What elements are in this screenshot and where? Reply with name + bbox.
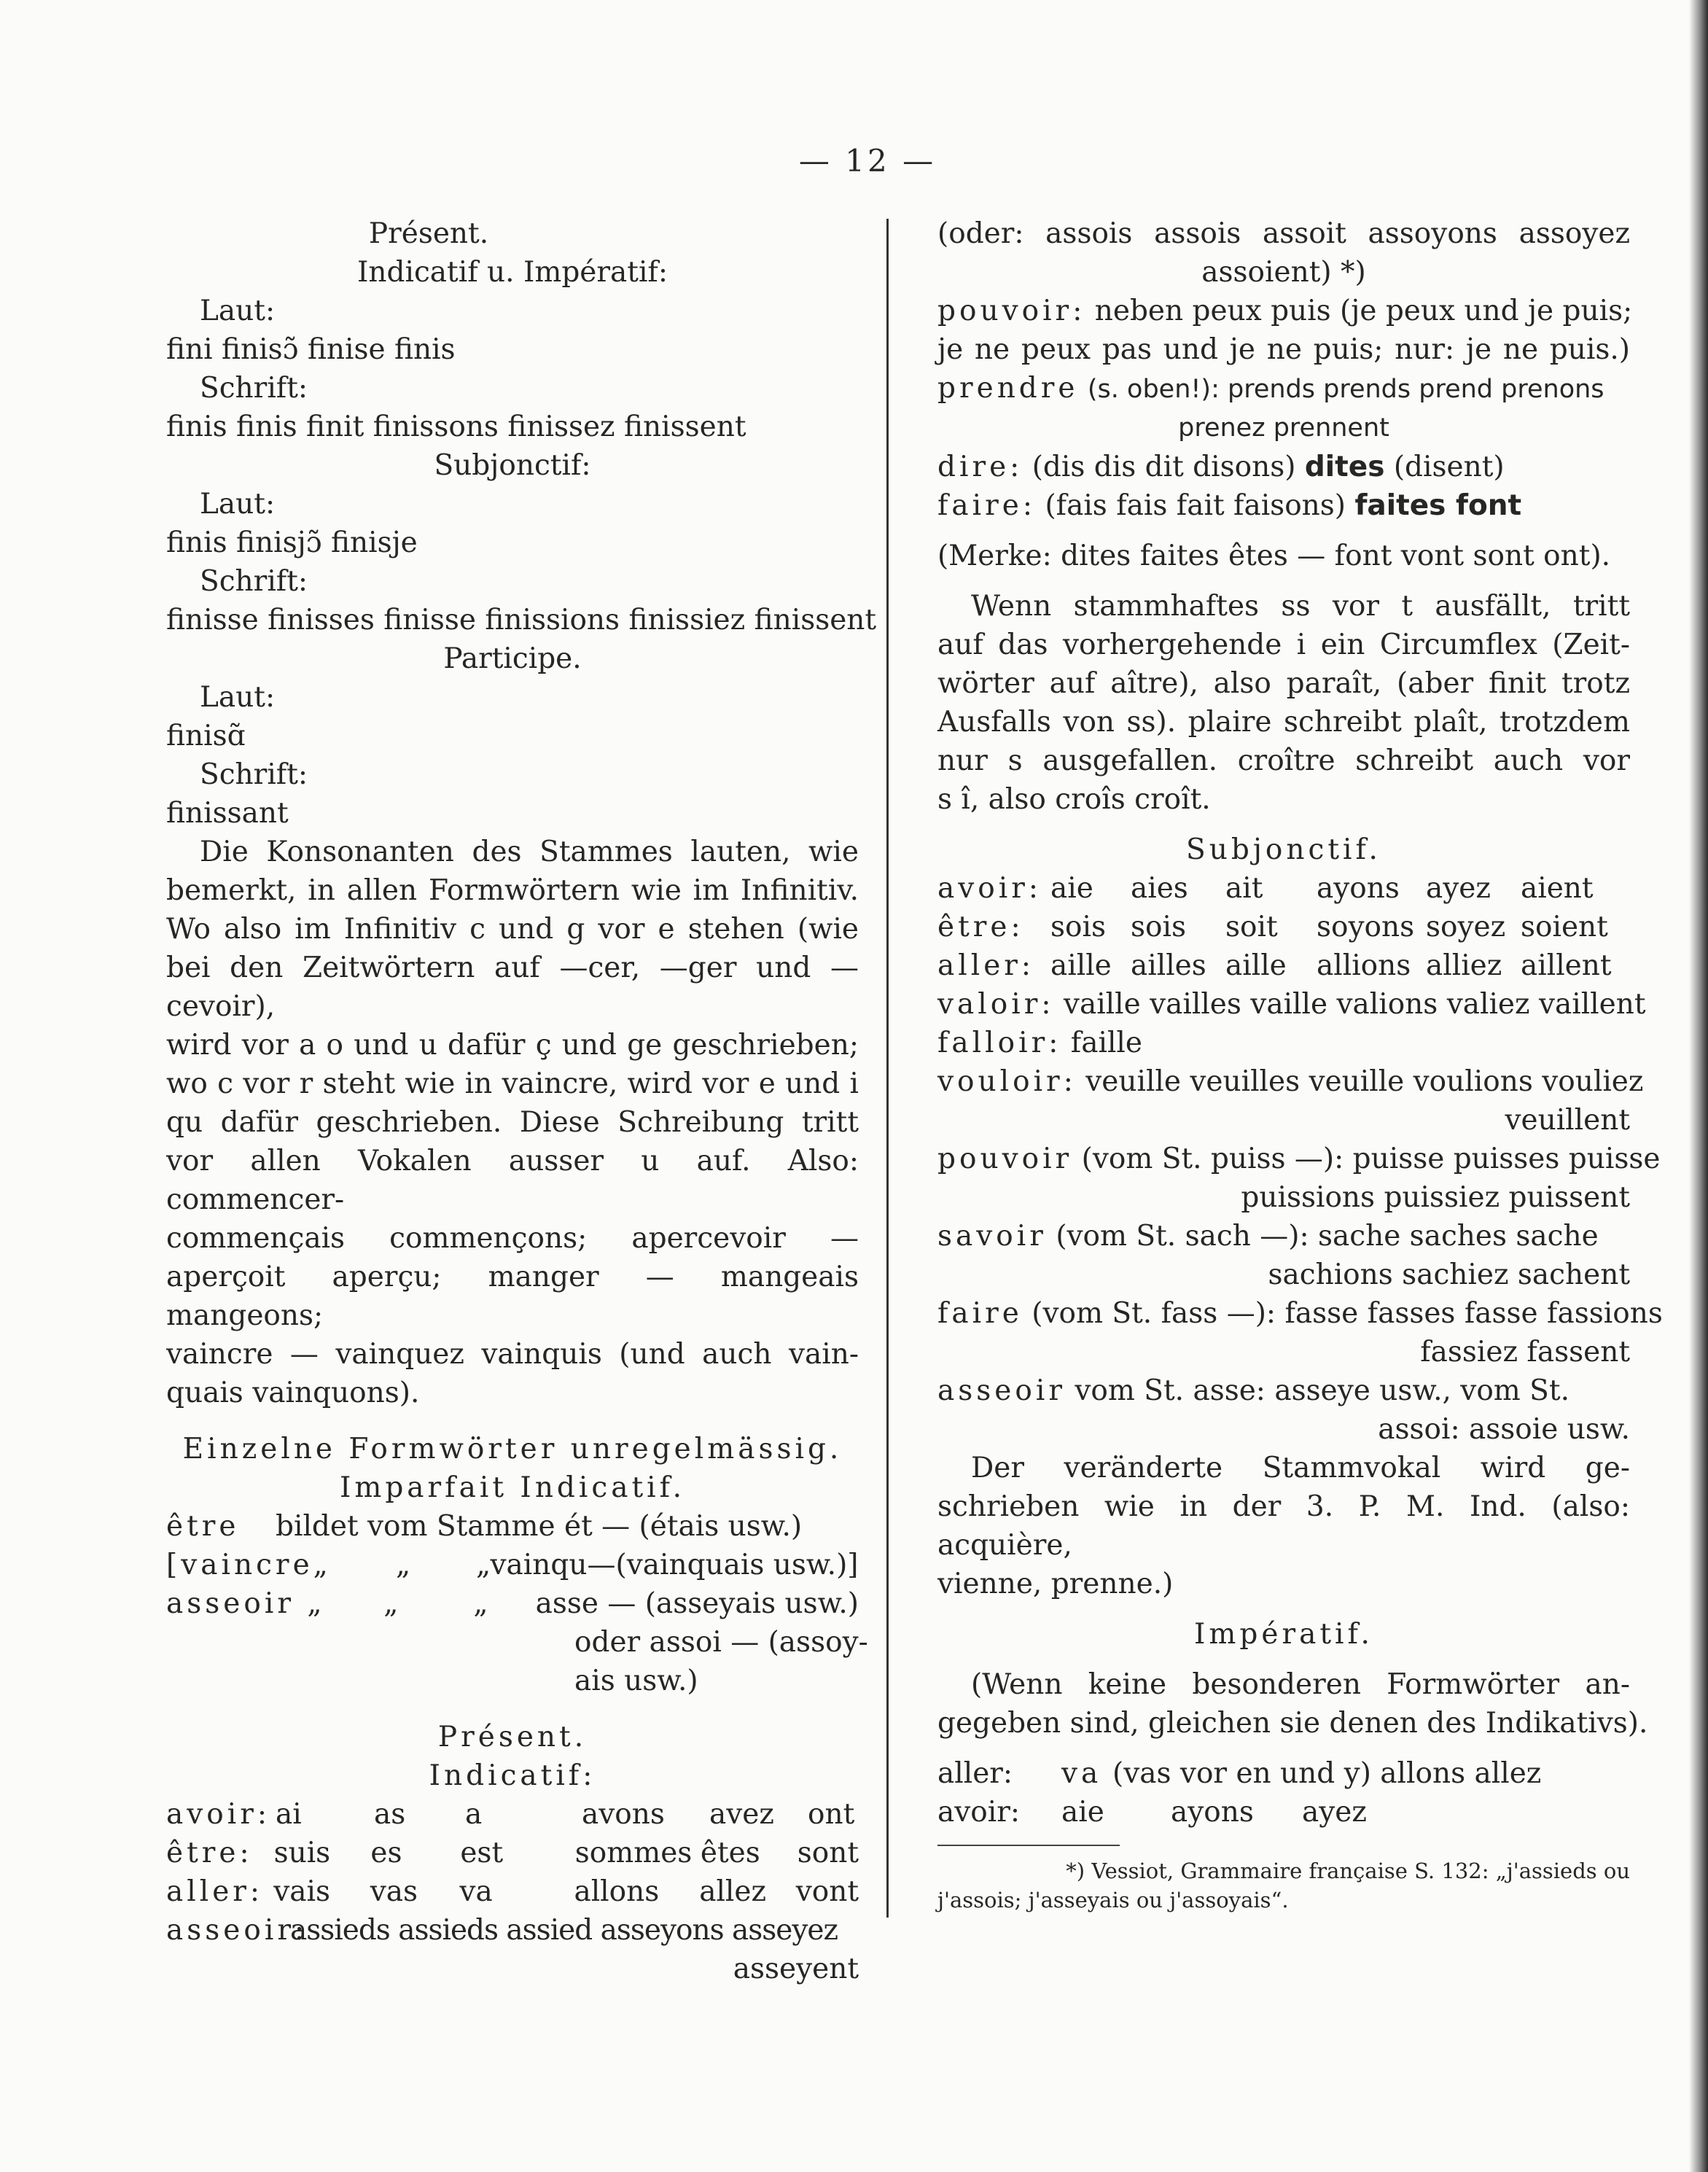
- text: neben peux puis (je peux und je puis;: [1094, 295, 1633, 327]
- oder-line: (oder: assois assois assoit assoyons assoyez: [937, 217, 1630, 250]
- form: va: [1061, 1757, 1102, 1790]
- verb: savoir: [937, 1220, 1047, 1253]
- form: allons: [574, 1875, 660, 1908]
- ditto-mark: „: [396, 1549, 411, 1581]
- form: ayons: [1171, 1796, 1254, 1829]
- footnote-rule: [937, 1845, 1120, 1846]
- form: soit: [1225, 911, 1278, 943]
- bold-form: dites: [1304, 451, 1385, 483]
- left-column: [166, 214, 877, 1988]
- verb: [vaincre„: [166, 1549, 332, 1581]
- form: aies: [1131, 872, 1188, 905]
- verb: prendre: [937, 372, 1079, 405]
- form: es: [370, 1837, 402, 1869]
- verb: dire:: [937, 451, 1023, 483]
- oder-line-cont: assoient) *): [1201, 256, 1366, 289]
- subj-row-etre: [937, 908, 1630, 946]
- footnote-line: j'assois; j'asseyais ou j'assoyais“.: [937, 1888, 1289, 1912]
- verb: être:: [166, 1837, 253, 1869]
- laut-forms: fini finisɔ̃ finise finis: [166, 333, 456, 366]
- verb: avoir:: [166, 1798, 271, 1831]
- verb: valoir:: [937, 988, 1055, 1021]
- paragraph-line: Wo also im Infinitiv c und g vor e stehen (wie: [166, 913, 859, 946]
- imperatif-heading: Impératif.: [1194, 1618, 1373, 1651]
- ditto-mark: „: [383, 1587, 399, 1620]
- form: sois: [1050, 911, 1106, 943]
- paragraph-line: qu dafür geschrieben. Diese Schreibung tritt: [166, 1106, 859, 1139]
- form: aie: [1050, 872, 1093, 905]
- conj-row-aller: [166, 1872, 859, 1911]
- imparfait-row-asseoir: [166, 1584, 859, 1623]
- laut-label: Laut:: [200, 681, 276, 714]
- verb: aller:: [937, 1757, 1013, 1790]
- column-divider: [886, 219, 889, 1918]
- form: vais: [273, 1875, 330, 1908]
- paragraph-line: commençais commençons; apercevoir —: [166, 1222, 859, 1255]
- form: êtes: [700, 1837, 760, 1869]
- text: faille: [1070, 1027, 1142, 1059]
- form: aient: [1521, 872, 1594, 905]
- form: ait: [1225, 872, 1263, 905]
- form: sont: [797, 1837, 859, 1869]
- present-heading-2: Présent.: [437, 1721, 588, 1753]
- form: allez: [699, 1875, 767, 1908]
- form: sois: [1131, 911, 1186, 943]
- paragraph-line: vor allen Vokalen ausser u auf. Also: commencer-: [166, 1145, 859, 1216]
- paragraph-line: Wenn stammhaftes ss vor t ausfällt, tritt: [971, 590, 1630, 623]
- form: suis: [273, 1837, 331, 1869]
- verb: falloir:: [937, 1027, 1062, 1059]
- schrift-forms: finisse finisses finisse finissions finissiez finissent: [166, 604, 877, 637]
- form: sommes: [574, 1837, 693, 1869]
- laut-label: Laut:: [200, 295, 276, 327]
- paragraph-line: schrieben wie in der 3. P. M. Ind. (also: acquière,: [937, 1490, 1630, 1562]
- imparfait-cont: ais usw.): [574, 1665, 698, 1697]
- page-binding-shadow: [1689, 0, 1708, 2172]
- paragraph-line: wird vor a o und u dafür ç und ge geschrieben;: [166, 1029, 859, 1062]
- verb: aller:: [166, 1875, 264, 1908]
- indicatif-heading: Indicatif:: [429, 1759, 596, 1792]
- form: soyons: [1317, 911, 1415, 943]
- form: a: [465, 1798, 483, 1831]
- prendre-cont: prenez prennent: [1178, 413, 1389, 443]
- pouvoir-cont: puissions puissiez puissent: [1241, 1181, 1630, 1214]
- conj-cont: asseyent: [733, 1953, 859, 1985]
- subj-row-avoir: [937, 869, 1630, 908]
- form: soyez: [1426, 911, 1506, 943]
- laut-label: Laut:: [200, 488, 276, 521]
- text: (s. oben!): prends prends prend prenons: [1087, 375, 1604, 404]
- form: vas: [370, 1875, 418, 1908]
- text: (dis dis dit disons): [1032, 451, 1296, 483]
- subjonctif-heading: Subjonctif.: [1186, 833, 1381, 866]
- schrift-forms: finissant: [166, 797, 289, 830]
- bold-form: faites font: [1354, 489, 1522, 522]
- paragraph-line: quais vainquons).: [166, 1377, 420, 1409]
- text: (vas vor en und y) allons allez: [1112, 1757, 1542, 1790]
- form: as: [374, 1798, 406, 1831]
- indicatif-imperatif-heading: Indicatif u. Impératif:: [357, 256, 668, 289]
- text: (disent): [1393, 451, 1505, 483]
- form: ailles: [1131, 949, 1206, 982]
- form: avez: [709, 1798, 774, 1831]
- text: vaille vailles vaille valions valiez vaillent: [1063, 988, 1646, 1021]
- paragraph-line: Ausfalls von ss). plaire schreibt plaît, trotzdem: [937, 706, 1630, 739]
- imparfait-text: bildet vom Stamme ét — (étais usw.): [276, 1510, 803, 1543]
- imperatif-row-avoir: [937, 1793, 1630, 1832]
- ditto-mark: „: [473, 1587, 488, 1620]
- form: allions: [1317, 949, 1411, 982]
- paragraph-line: vaincre — vainquez vainquis (und auch vain-: [166, 1338, 859, 1371]
- text: (fais fais fait faisons): [1045, 489, 1346, 522]
- verb: avoir:: [937, 872, 1042, 905]
- form: alliez: [1426, 949, 1502, 982]
- imparfait-cont: oder assoi — (assoy-: [574, 1626, 868, 1659]
- imparfait-heading: Imparfait Indicatif.: [339, 1471, 686, 1504]
- faire-cont: fassiez fassent: [1420, 1336, 1630, 1369]
- schrift-label: Schrift:: [200, 758, 308, 791]
- imparfait-text: „vainqu—(vainquais usw.)]: [476, 1549, 859, 1581]
- form: aie: [1061, 1796, 1104, 1829]
- savoir-cont: sachions sachiez sachent: [1268, 1258, 1630, 1291]
- form: est: [460, 1837, 504, 1869]
- schrift-forms: finis finis finit finissons finissez finissent: [166, 410, 746, 443]
- conj-row-etre: [166, 1834, 859, 1872]
- verb: être: [166, 1510, 240, 1543]
- paragraph-line: aperçoit aperçu; manger — mangeais mangeons;: [166, 1261, 859, 1332]
- pouvoir-cont: je ne peux pas und je ne puis; nur: je ne puis.): [937, 333, 1630, 366]
- form: ayez: [1426, 872, 1491, 905]
- schrift-label: Schrift:: [200, 372, 308, 405]
- footnote-line: *) Vessiot, Grammaire française S. 132: „j'assieds ou: [1066, 1858, 1630, 1883]
- forms: assieds assieds assied asseyons asseyez: [290, 1914, 838, 1947]
- laut-forms: finis finisjɔ̃ finisje: [166, 526, 418, 559]
- einzelne-heading: Einzelne Formwörter unregelmässig.: [182, 1433, 843, 1465]
- merke-line: (Merke: dites faites êtes — font vont sont ont).: [937, 540, 1611, 572]
- form: ai: [276, 1798, 302, 1831]
- present-heading: Présent.: [368, 217, 489, 250]
- form: ont: [808, 1798, 855, 1831]
- schrift-label: Schrift:: [200, 565, 308, 598]
- paragraph-line: auf das vorhergehende i ein Circumflex (Zeit-: [937, 628, 1630, 661]
- paragraph-line: bemerkt, in allen Formwörtern wie im Infinitiv.: [166, 874, 859, 907]
- form: avons: [582, 1798, 665, 1831]
- verb: asseoir „: [166, 1587, 326, 1620]
- verb: être:: [937, 911, 1024, 943]
- page-number: — 12 —: [798, 143, 937, 179]
- form: vont: [795, 1875, 859, 1908]
- asseoir-cont: assoi: assoie usw.: [1378, 1413, 1630, 1446]
- imparfait-row-etre: [166, 1507, 859, 1546]
- form: va: [459, 1875, 493, 1908]
- paragraph-line: s î, also croîs croît.: [937, 783, 1211, 816]
- paragraph-line: Der veränderte Stammvokal wird ge-: [971, 1452, 1630, 1484]
- verb: faire: [937, 1297, 1023, 1330]
- vouloir-cont: veuillent: [1505, 1104, 1630, 1137]
- imperatif-row-aller: [937, 1754, 1630, 1793]
- paragraph-line: bei den Zeitwörtern auf —cer, —ger und —cevoir),: [166, 951, 859, 1023]
- verb: avoir:: [937, 1796, 1021, 1829]
- laut-forms: finisɑ̃: [166, 720, 246, 752]
- form: ayez: [1302, 1796, 1367, 1829]
- subj-row-aller: [937, 946, 1630, 985]
- verb: faire:: [937, 489, 1037, 522]
- text: (vom St. fass —): fasse fasses fasse fassions: [1032, 1297, 1663, 1330]
- form: aille: [1050, 949, 1112, 982]
- conj-row-avoir: [166, 1795, 859, 1834]
- verb: asseoir: [937, 1374, 1066, 1407]
- form: ayons: [1317, 872, 1400, 905]
- text: (vom St. sach —): sache saches sache: [1056, 1220, 1599, 1253]
- paragraph-line: vienne, prenne.): [937, 1568, 1174, 1600]
- participe-heading: Participe.: [443, 642, 582, 675]
- verb: aller:: [937, 949, 1035, 982]
- text: (vom St. puiss —): puisse puisses puisse: [1081, 1143, 1661, 1175]
- form: soient: [1521, 911, 1608, 943]
- paragraph-line: wörter auf aître), also paraît, (aber finit trotz: [937, 667, 1630, 700]
- paragraph-line: Die Konsonanten des Stammes lauten, wie: [200, 836, 859, 868]
- paragraph-line: (Wenn keine besonderen Formwörter an-: [971, 1668, 1630, 1701]
- paragraph-line: wo c vor r steht wie in vaincre, wird vor e und i: [166, 1067, 859, 1100]
- right-column: [937, 214, 1663, 1915]
- form: aille: [1225, 949, 1287, 982]
- conj-row-asseoir: [166, 1911, 859, 1950]
- form: aillent: [1521, 949, 1612, 982]
- verb: vouloir:: [937, 1065, 1077, 1098]
- text: vom St. asse: asseye usw., vom St.: [1075, 1374, 1569, 1407]
- verb: asseoir:: [166, 1914, 308, 1947]
- imparfait-text: asse — (asseyais usw.): [535, 1587, 859, 1620]
- paragraph-line: nur s ausgefallen. croître schreibt auch vor: [937, 744, 1630, 777]
- text: veuille veuilles veuille voulions vouliez: [1085, 1065, 1644, 1098]
- imparfait-row-vaincre: [166, 1546, 859, 1584]
- paragraph-line: gegeben sind, gleichen sie denen des Indikativs).: [937, 1707, 1648, 1740]
- verb: pouvoir: [937, 1143, 1073, 1175]
- subjonctif-heading: Subjonctif:: [434, 449, 591, 482]
- verb: pouvoir:: [937, 295, 1086, 327]
